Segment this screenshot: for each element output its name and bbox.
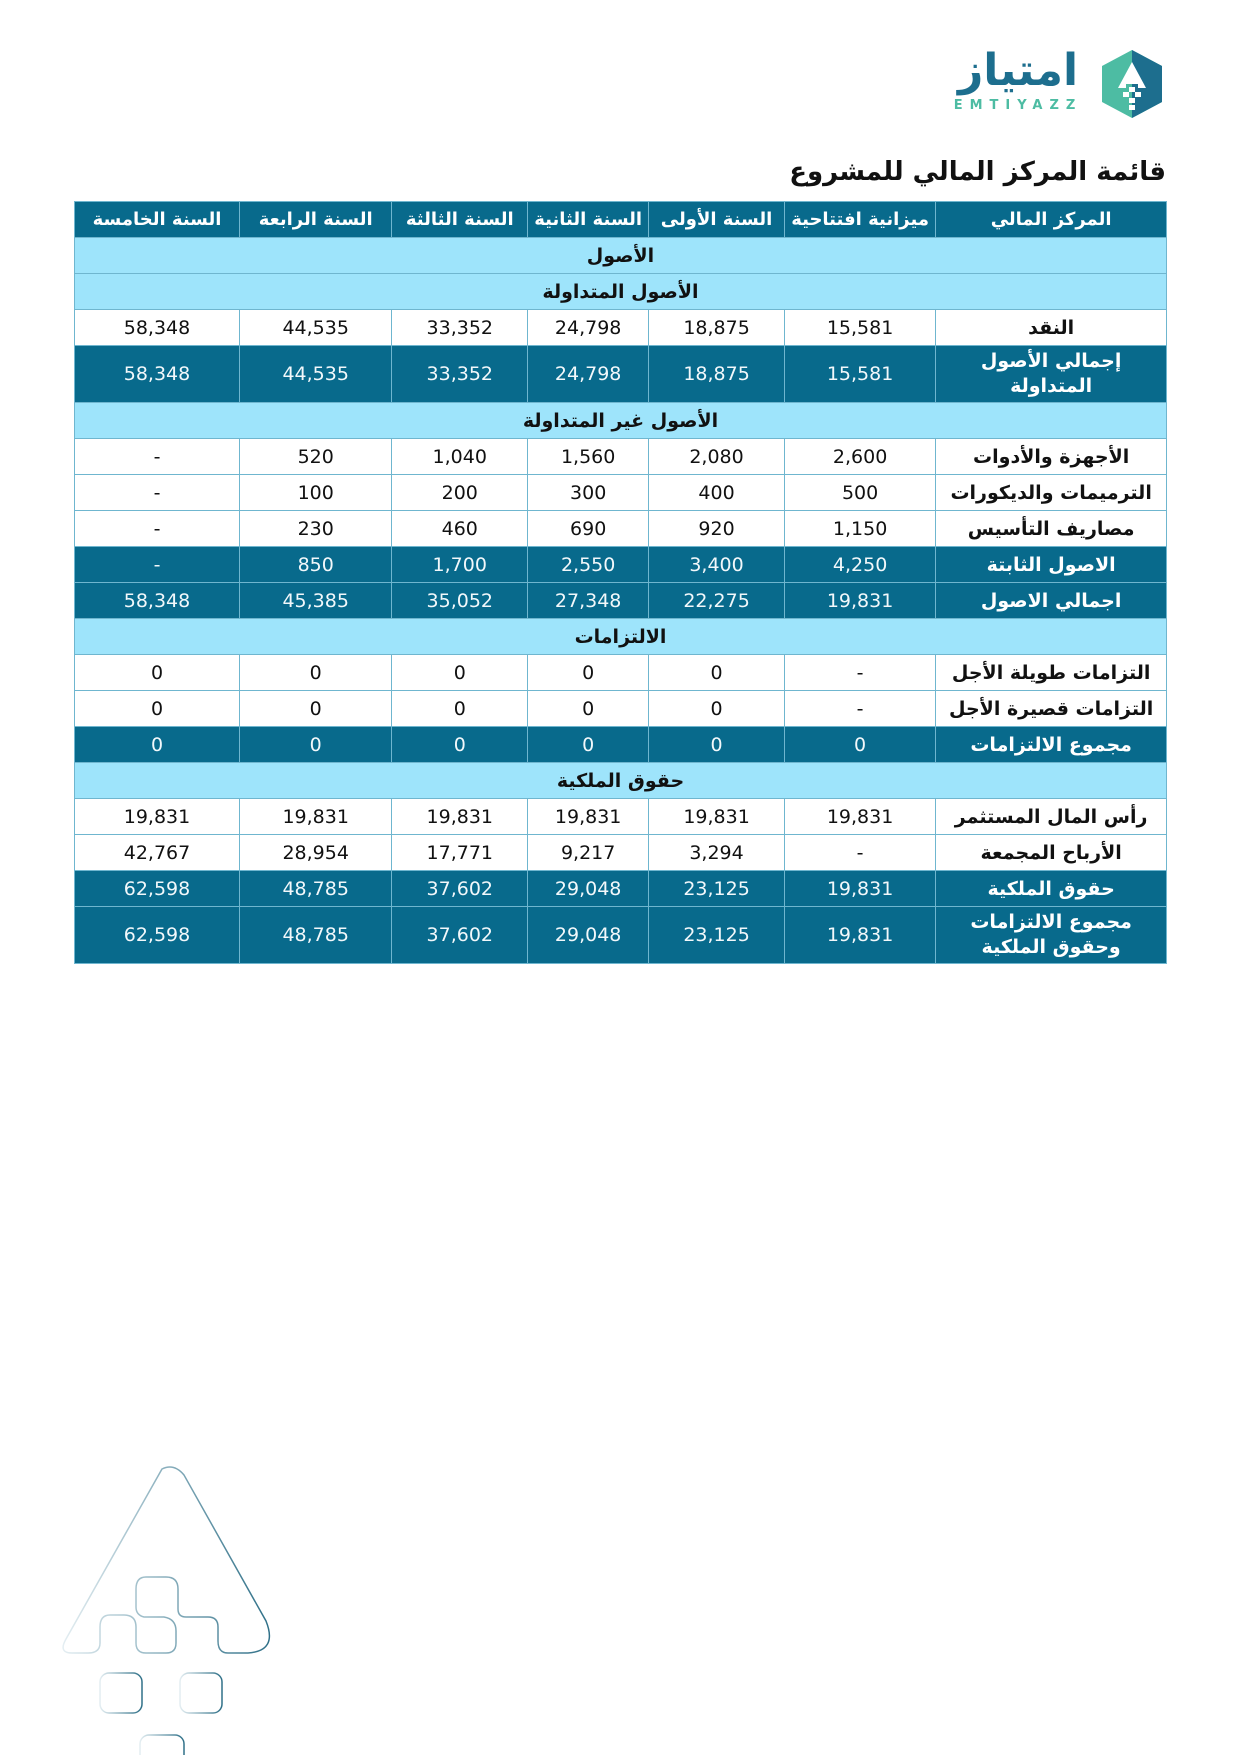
cell-value: 100 [240, 475, 392, 511]
row-label: الأجهزة والأدوات [936, 439, 1167, 475]
cell-value: 2,080 [649, 439, 785, 475]
row-label: الترميمات والديكورات [936, 475, 1167, 511]
cell-value: 58,348 [75, 310, 240, 346]
cell-value: 62,598 [75, 907, 240, 964]
cell-value: - [784, 691, 935, 727]
cell-value: 2,550 [528, 547, 649, 583]
cell-value: 1,150 [784, 511, 935, 547]
section-row-non-current-assets [75, 403, 1167, 439]
cell-value: 58,348 [75, 346, 240, 403]
brand-logo [950, 44, 1166, 124]
column-header: السنة الثالثة [392, 202, 528, 238]
table-row-total-liabilities-equity [75, 907, 1167, 964]
cell-value: 33,352 [392, 310, 528, 346]
cell-value: 44,535 [240, 346, 392, 403]
cell-value: 62,598 [75, 871, 240, 907]
table-row-retained-earnings [75, 835, 1167, 871]
cell-value: 500 [784, 475, 935, 511]
cell-value: 23,125 [649, 871, 785, 907]
cell-value: 48,785 [240, 871, 392, 907]
cell-value: 19,831 [784, 583, 935, 619]
row-label: النقد [936, 310, 1167, 346]
cell-value: 690 [528, 511, 649, 547]
cell-value: 460 [392, 511, 528, 547]
brand-name-english: EMTIYAZZ [953, 98, 1083, 113]
column-header: السنة الثانية [528, 202, 649, 238]
cell-value: 0 [649, 727, 785, 763]
cell-value: 0 [528, 691, 649, 727]
section-row-current-assets [75, 274, 1167, 310]
table-header-row [75, 202, 1167, 238]
cell-value: 1,700 [392, 547, 528, 583]
section-label: حقوق الملكية [75, 763, 1167, 799]
row-label: الأرباح المجمعة [936, 835, 1167, 871]
cell-value: 0 [240, 727, 392, 763]
cell-value: 3,400 [649, 547, 785, 583]
cell-value: 0 [528, 727, 649, 763]
cell-value: 19,831 [784, 907, 935, 964]
row-label: مجموع الالتزامات وحقوق الملكية [936, 907, 1167, 964]
column-header: السنة الرابعة [240, 202, 392, 238]
cell-value: 4,250 [784, 547, 935, 583]
cell-value: 1,560 [528, 439, 649, 475]
cell-value: 19,831 [528, 799, 649, 835]
cell-value: 850 [240, 547, 392, 583]
row-label: الاصول الثابتة [936, 547, 1167, 583]
cell-value: 44,535 [240, 310, 392, 346]
cell-value: 0 [75, 691, 240, 727]
cell-value: 0 [784, 727, 935, 763]
section-label: الأصول [75, 238, 1167, 274]
row-label: التزامات قصيرة الأجل [936, 691, 1167, 727]
row-label: حقوق الملكية [936, 871, 1167, 907]
cell-value: 0 [392, 655, 528, 691]
section-row-liabilities [75, 619, 1167, 655]
cell-value: - [75, 439, 240, 475]
cell-value: 520 [240, 439, 392, 475]
brand-wordmark [950, 44, 1086, 113]
hexagon-arrow-icon [1100, 48, 1164, 120]
cell-value: 35,052 [392, 583, 528, 619]
cell-value: 200 [392, 475, 528, 511]
cell-value: - [784, 655, 935, 691]
cell-value: 37,602 [392, 907, 528, 964]
cell-value: 400 [649, 475, 785, 511]
table-row-invested-capital [75, 799, 1167, 835]
cell-value: 18,875 [649, 310, 785, 346]
cell-value: - [75, 511, 240, 547]
table-row-fixed-assets [75, 547, 1167, 583]
cell-value: 1,040 [392, 439, 528, 475]
cell-value: 17,771 [392, 835, 528, 871]
financial-position-table [74, 201, 1167, 964]
cell-value: 3,294 [649, 835, 785, 871]
cell-value: 15,581 [784, 310, 935, 346]
section-row-equity [75, 763, 1167, 799]
cell-value: 0 [392, 727, 528, 763]
cell-value: 0 [75, 727, 240, 763]
cell-value: 28,954 [240, 835, 392, 871]
cell-value: - [75, 547, 240, 583]
cell-value: 19,831 [392, 799, 528, 835]
cell-value: - [784, 835, 935, 871]
cell-value: 27,348 [528, 583, 649, 619]
column-header: ميزانية افتتاحية [784, 202, 935, 238]
row-label: التزامات طويلة الأجل [936, 655, 1167, 691]
section-label: الأصول غير المتداولة [75, 403, 1167, 439]
column-header: السنة الخامسة [75, 202, 240, 238]
cell-value: 42,767 [75, 835, 240, 871]
cell-value: 0 [528, 655, 649, 691]
table-row-total-liabilities [75, 727, 1167, 763]
section-label: الأصول المتداولة [75, 274, 1167, 310]
cell-value: 9,217 [528, 835, 649, 871]
cell-value: 37,602 [392, 871, 528, 907]
cell-value: 0 [649, 691, 785, 727]
table-row-long-term-liabilities [75, 655, 1167, 691]
row-label: مجموع الالتزامات [936, 727, 1167, 763]
cell-value: 19,831 [649, 799, 785, 835]
column-header: السنة الأولى [649, 202, 785, 238]
cell-value: 58,348 [75, 583, 240, 619]
section-row-assets [75, 238, 1167, 274]
cell-value: 0 [240, 691, 392, 727]
table-row-total-current-assets [75, 346, 1167, 403]
cell-value: 19,831 [784, 871, 935, 907]
page-title: قائمة المركز المالي للمشروع [789, 157, 1166, 187]
row-label: مصاريف التأسيس [936, 511, 1167, 547]
table-row-setup-costs [75, 511, 1167, 547]
row-label: إجمالي الأصول المتداولة [936, 346, 1167, 403]
cell-value: 18,875 [649, 346, 785, 403]
table-row-short-term-liabilities [75, 691, 1167, 727]
cell-value: 23,125 [649, 907, 785, 964]
watermark-logo-icon [52, 1455, 282, 1755]
cell-value: 33,352 [392, 346, 528, 403]
row-label: رأس المال المستثمر [936, 799, 1167, 835]
cell-value: 15,581 [784, 346, 935, 403]
cell-value: 0 [392, 691, 528, 727]
table-row-total-equity [75, 871, 1167, 907]
cell-value: - [75, 475, 240, 511]
table-row-equipment [75, 439, 1167, 475]
cell-value: 920 [649, 511, 785, 547]
cell-value: 0 [649, 655, 785, 691]
brand-name-arabic: امتياز [957, 45, 1079, 96]
cell-value: 24,798 [528, 310, 649, 346]
cell-value: 22,275 [649, 583, 785, 619]
table-row-cash [75, 310, 1167, 346]
cell-value: 0 [75, 655, 240, 691]
cell-value: 0 [240, 655, 392, 691]
section-label: الالتزامات [75, 619, 1167, 655]
cell-value: 29,048 [528, 871, 649, 907]
column-header: المركز المالي [936, 202, 1167, 238]
cell-value: 230 [240, 511, 392, 547]
table-row-renovations [75, 475, 1167, 511]
cell-value: 29,048 [528, 907, 649, 964]
cell-value: 19,831 [240, 799, 392, 835]
cell-value: 300 [528, 475, 649, 511]
row-label: اجمالي الاصول [936, 583, 1167, 619]
cell-value: 24,798 [528, 346, 649, 403]
cell-value: 19,831 [784, 799, 935, 835]
cell-value: 45,385 [240, 583, 392, 619]
cell-value: 19,831 [75, 799, 240, 835]
cell-value: 2,600 [784, 439, 935, 475]
table-row-total-assets [75, 583, 1167, 619]
cell-value: 48,785 [240, 907, 392, 964]
